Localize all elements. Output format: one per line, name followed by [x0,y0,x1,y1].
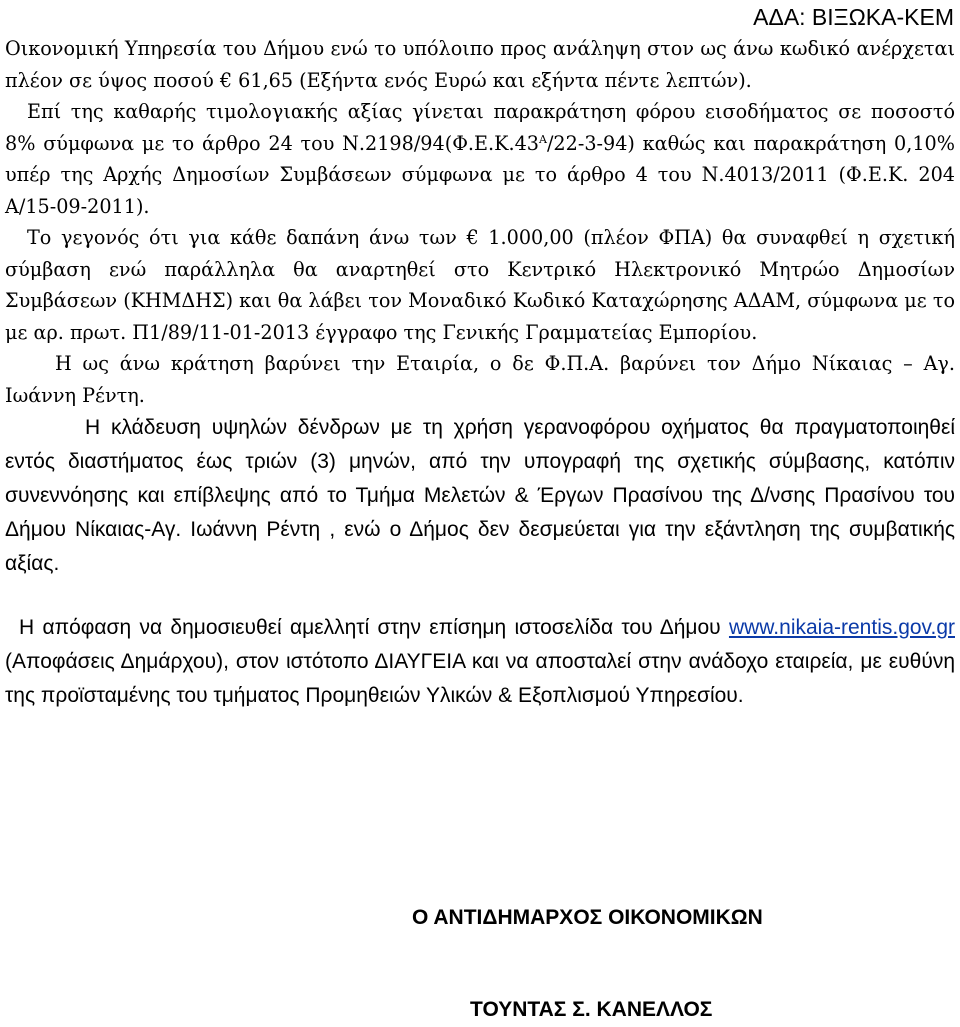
paragraph-tax-withholding [5,96,955,222]
publication-text-end: (Αποφάσεις Δημάρχου), στον ιστότοπο ΔΙΑΥΓΕΙΑ και να αποσταλεί στην ανάδοχο εταιρεία, με ευθύνη της προϊσταμένης του τμήματος Προμηθειών Υλικών & Εξοπλισμού Υπηρεσίου. [5,650,955,707]
signatory-title: Ο ΑΝΤΙΔΗΜΑΡΧΟΣ ΟΙΚΟΝΟΜΙΚΩΝ [412,906,763,929]
tax-text-start: Επί της καθαρής τιμολογιακής αξίας γίνεται παρακράτηση φόρου εισοδήματος σε ποσοστό 8% σύμφωνα με το άρθρο 24 του Ν.2198/94(Φ.Ε.Κ.43 [5,100,955,155]
ada-code: ΑΔΑ: ΒΙΞΩΚΑ-ΚΕΜ [753,4,954,30]
signatory-name: ΤΟΥΝΤΑΣ Σ. ΚΑΝΕΛΛΟΣ [470,998,713,1021]
paragraph-publication [5,611,955,713]
paragraph-budget: Οικονομική Υπηρεσία του Δήμου ενώ το υπόλοιπο προς ανάληψη στον ως άνω κωδικό ανέρχεται πλέον σε ύψος ποσού € 61,65 (Εξήντα ενός Ευρώ και εξήντα πέντε λεπτών). [5,37,955,92]
municipality-website-link[interactable]: www.nikaia-rentis.gov.gr [728,616,955,639]
paragraph-withholding-burden: Η ως άνω κράτηση βαρύνει την Εταιρία, ο δε Φ.Π.Α. βαρύνει τον Δήμο Νίκαιας – Αγ. Ιωάννη Ρέντη. [5,352,955,407]
fek-superscript: Α [539,132,547,146]
paragraph-tree-pruning: Η κλάδευση υψηλών δένδρων με τη χρήση γερανοφόρου οχήματος θα πραγματοποιηθεί εντός διαστήματος έως τριών (3) μηνών, από την υπογραφή της σχετικής σύμβασης, κατόπιν συνεννόησης και επίβλεψης από το Τμήμα Μελετών & Έργων Πρασίνου της Δ/νσης Πρασίνου του Δήμου Νίκαιας-Αγ. Ιωάννη Ρέντη , ενώ ο Δήμος δεν δεσμεύεται για την εξάντληση της συμβατικής αξίας. [5,416,955,575]
tax-text-end: /22-3-94) καθώς και παρακράτηση 0,10% υπέρ της Αρχής Δημοσίων Συμβάσεων σύμφωνα με το άρθρο 4 του Ν.4013/2011 (Φ.Ε.Κ. 204 Α/15-09-2011). [5,131,955,218]
publication-text-start: Η απόφαση να δημοσιευθεί αμελλητί στην επίσημη ιστοσελίδα του Δήμου [19,616,721,639]
paragraph-contract-registry: Το γεγονός ότι για κάθε δαπάνη άνω των € 1.000,00 (πλέον ΦΠΑ) θα συναφθεί η σχετική σύμβαση ενώ παράλληλα θα αναρτηθεί στο Κεντρικό Ηλεκτρονικό Μητρώο Δημοσίων Συμβάσεων (ΚΗΜΔΗΣ) και θα λάβει τον Μοναδικό Κωδικό Καταχώρησης ΑΔΑΜ, σύμφωνα με το με αρ. πρωτ. Π1/89/11-01-2013 έγγραφο της Γενικής Γραμματείας Εμπορίου. [5,226,955,344]
paragraph-gap [5,581,955,611]
document-body [5,33,955,713]
